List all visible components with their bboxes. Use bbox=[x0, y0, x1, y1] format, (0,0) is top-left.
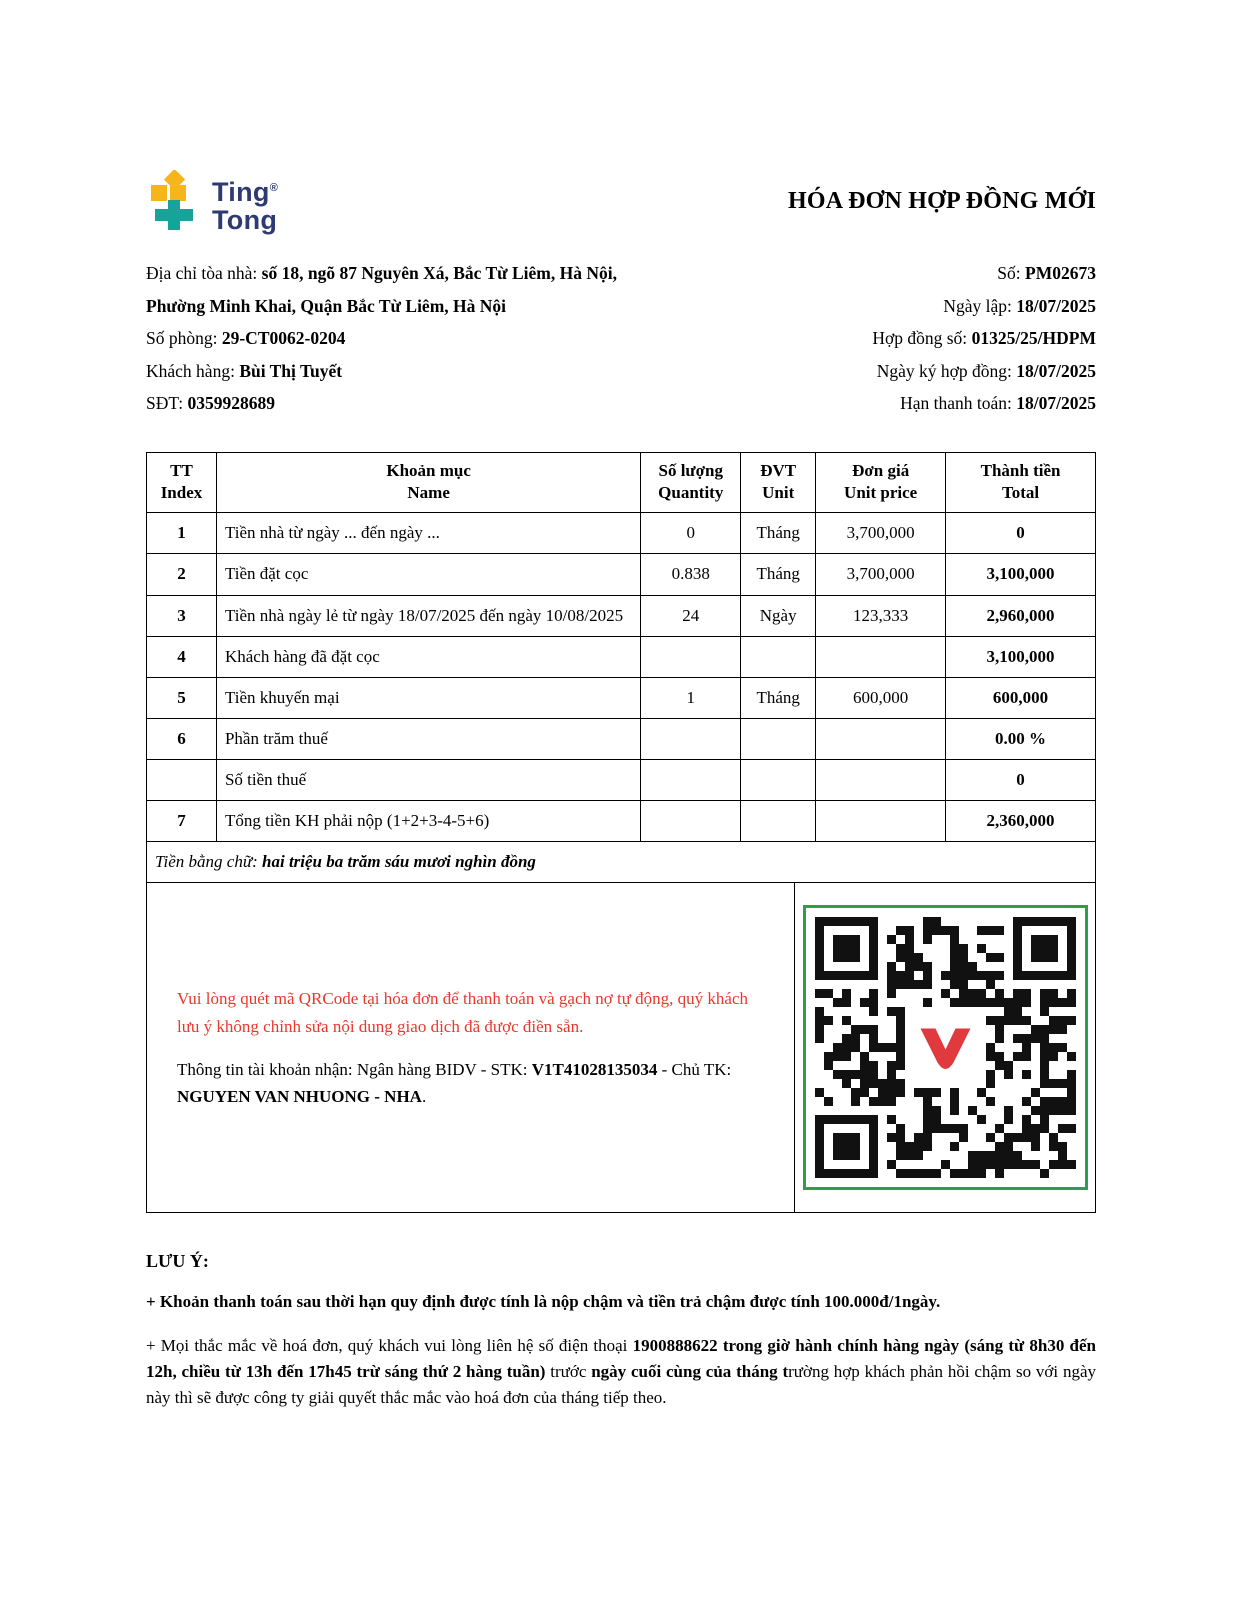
invoice-number-label: Số: bbox=[997, 263, 1021, 283]
account-suffix: . bbox=[421, 1086, 427, 1106]
sign-date-line bbox=[872, 361, 1096, 381]
cell-index: 6 bbox=[147, 718, 217, 759]
cell-index: 1 bbox=[147, 513, 217, 554]
tingtong-logo-icon bbox=[146, 170, 202, 237]
customer-name-line bbox=[146, 361, 617, 381]
cell-quantity bbox=[641, 718, 741, 759]
note-support-part1: + Mọi thắc mắc về hoá đơn, quý khách vui lòng liên hệ số điện thoại bbox=[146, 1335, 633, 1355]
header-unit: ĐVT Unit bbox=[741, 452, 816, 513]
cell-name: Tiền khuyến mại bbox=[216, 677, 640, 718]
tingtong-logo bbox=[146, 170, 278, 237]
payment-instructions bbox=[147, 883, 795, 1212]
cell-index bbox=[147, 759, 217, 800]
header-unit-price: Đơn giá Unit price bbox=[816, 452, 946, 513]
note-support-part3: rường hợp khách phản hồi chậm so với ngày này thì sẽ được công ty giải quyết thắc mắc vào hoá đơn của tháng tiếp theo. bbox=[146, 1361, 1096, 1408]
cell-total: 3,100,000 bbox=[946, 636, 1096, 677]
cell-name: Tiền nhà ngày lẻ từ ngày 18/07/2025 đến ngày 10/08/2025 bbox=[216, 595, 640, 636]
qr-pattern-svg bbox=[815, 917, 1076, 1178]
cell-unit-price bbox=[816, 801, 946, 842]
amount-in-words-row bbox=[147, 842, 1096, 883]
cell-quantity bbox=[641, 759, 741, 800]
account-prefix: Thông tin tài khoản nhận: Ngân hàng BIDV - STK: bbox=[177, 1059, 532, 1079]
cell-index: 5 bbox=[147, 677, 217, 718]
invoice-number-value: PM02673 bbox=[1025, 263, 1096, 283]
note-support-part2: trước bbox=[545, 1361, 592, 1381]
contract-number-value: 01325/25/HDPM bbox=[971, 328, 1096, 348]
phone-value: 0359928689 bbox=[187, 393, 275, 413]
qr-code bbox=[803, 905, 1088, 1190]
cell-unit-price bbox=[816, 718, 946, 759]
cell-unit bbox=[741, 759, 816, 800]
table-header bbox=[147, 452, 1096, 513]
cell-name: Khách hàng đã đặt cọc bbox=[216, 636, 640, 677]
bank-account-info bbox=[177, 1056, 764, 1110]
cell-total: 0 bbox=[946, 513, 1096, 554]
cell-index: 3 bbox=[147, 595, 217, 636]
header-total: Thành tiền Total bbox=[946, 452, 1096, 513]
cell-quantity: 0 bbox=[641, 513, 741, 554]
customer-value: Bùi Thị Tuyết bbox=[239, 360, 343, 381]
account-holder: NGUYEN VAN NHUONG - NHA bbox=[177, 1086, 422, 1106]
logo-word-2: Tong bbox=[212, 204, 278, 235]
cell-unit-price: 3,700,000 bbox=[816, 513, 946, 554]
cell-unit-price bbox=[816, 636, 946, 677]
table-row bbox=[147, 554, 1096, 595]
cell-unit-price bbox=[816, 759, 946, 800]
cell-unit bbox=[741, 801, 816, 842]
address-value-line2: Phường Minh Khai, Quận Bắc Từ Liêm, Hà Nội bbox=[146, 295, 507, 316]
contract-number-line bbox=[872, 328, 1096, 348]
sign-date-value: 18/07/2025 bbox=[1016, 360, 1096, 381]
note-late-payment: + Khoản thanh toán sau thời hạn quy định được tính là nộp chậm và tiền trả chậm được tính 100.000đ/1ngày. bbox=[146, 1292, 941, 1312]
cell-quantity: 1 bbox=[641, 677, 741, 718]
building-address-line bbox=[146, 263, 617, 283]
amount-in-words-value: hai triệu ba trăm sáu mươi nghìn đồng bbox=[262, 852, 536, 872]
cell-total: 0.00 % bbox=[946, 718, 1096, 759]
room-number-line bbox=[146, 328, 617, 348]
contract-number-label: Hợp đồng số: bbox=[872, 328, 968, 348]
cell-total: 2,360,000 bbox=[946, 801, 1096, 842]
cell-unit: Tháng bbox=[741, 513, 816, 554]
cell-unit: Tháng bbox=[741, 554, 816, 595]
cell-unit: Tháng bbox=[741, 677, 816, 718]
cell-name: Tiền nhà từ ngày ... đến ngày ... bbox=[216, 513, 640, 554]
header bbox=[146, 170, 1096, 237]
table-row bbox=[147, 595, 1096, 636]
account-mid: - Chủ TK: bbox=[657, 1059, 732, 1079]
note-support-hotline: 1900888622 trong giờ hành chính hàng ngày (sáng từ 8h30 đến 12h, chiều từ 13h đến 17h45 trừ sáng thứ 2 hàng tuần) bbox=[146, 1335, 1097, 1381]
issue-date-line bbox=[872, 296, 1096, 316]
room-value: 29-CT0062-0204 bbox=[221, 328, 346, 348]
cell-name: Phần trăm thuế bbox=[216, 718, 640, 759]
table-row bbox=[147, 513, 1096, 554]
qr-code-area bbox=[795, 883, 1095, 1212]
cell-total: 0 bbox=[946, 759, 1096, 800]
invoice-meta bbox=[872, 263, 1096, 426]
building-address-line2 bbox=[146, 296, 617, 316]
table-row bbox=[147, 677, 1096, 718]
invoice-number-line bbox=[872, 263, 1096, 283]
cell-unit-price: 123,333 bbox=[816, 595, 946, 636]
account-number: V1T41028135034 bbox=[531, 1059, 658, 1079]
cell-unit bbox=[741, 636, 816, 677]
table-row bbox=[147, 718, 1096, 759]
due-date-label: Hạn thanh toán: bbox=[900, 393, 1012, 413]
footer-notes bbox=[146, 1251, 1096, 1411]
cell-unit-price: 3,700,000 bbox=[816, 554, 946, 595]
cell-quantity bbox=[641, 801, 741, 842]
cell-index: 7 bbox=[147, 801, 217, 842]
qr-warning-text: Vui lòng quét mã QRCode tại hóa đơn để thanh toán và gạch nợ tự động, quý khách lưu ý không chỉnh sửa nội dung giao dịch đã được điền sẵn. bbox=[177, 989, 749, 1036]
header-index: TT Index bbox=[147, 452, 217, 513]
logo-word-1: Ting® bbox=[212, 176, 279, 207]
cell-quantity: 24 bbox=[641, 595, 741, 636]
customer-label: Khách hàng: bbox=[146, 360, 235, 381]
header-name: Khoản mục Name bbox=[216, 452, 640, 513]
amount-in-words-label: Tiền bằng chữ: bbox=[155, 852, 258, 872]
table-row bbox=[147, 801, 1096, 842]
phone-label: SĐT: bbox=[146, 393, 184, 413]
cell-total: 600,000 bbox=[946, 677, 1096, 718]
address-label: Địa chỉ tòa nhà: bbox=[146, 263, 258, 283]
room-label: Số phòng: bbox=[146, 328, 218, 348]
cell-unit bbox=[741, 718, 816, 759]
table-row bbox=[147, 759, 1096, 800]
notes-title: LƯU Ý: bbox=[146, 1251, 209, 1272]
due-date-value: 18/07/2025 bbox=[1016, 393, 1096, 413]
sign-date-label: Ngày ký hợp đồng: bbox=[876, 360, 1012, 381]
issue-date-label: Ngày lập: bbox=[943, 295, 1012, 316]
invoice-title: HÓA ĐƠN HỢP ĐỒNG MỚI bbox=[787, 188, 1096, 214]
table-row bbox=[147, 636, 1096, 677]
cell-quantity: 0.838 bbox=[641, 554, 741, 595]
payment-section bbox=[146, 883, 1096, 1213]
invoice-info bbox=[146, 263, 1096, 426]
note-support bbox=[146, 1333, 1096, 1412]
cell-unit-price: 600,000 bbox=[816, 677, 946, 718]
registered-mark: ® bbox=[269, 181, 279, 194]
address-value-line1: số 18, ngõ 87 Nguyên Xá, Bắc Từ Liêm, Hà Nội, bbox=[261, 263, 617, 283]
cell-unit: Ngày bbox=[741, 595, 816, 636]
amount-in-words bbox=[147, 842, 1096, 883]
cell-name: Số tiền thuế bbox=[216, 759, 640, 800]
cell-index: 4 bbox=[147, 636, 217, 677]
due-date-line bbox=[872, 393, 1096, 413]
customer-info bbox=[146, 263, 617, 426]
invoice-items-table bbox=[146, 452, 1096, 884]
note-support-deadline: ngày cuối cùng của tháng t bbox=[591, 1361, 789, 1381]
issue-date-value: 18/07/2025 bbox=[1016, 295, 1096, 316]
cell-name: Tiền đặt cọc bbox=[216, 554, 640, 595]
cell-total: 2,960,000 bbox=[946, 595, 1096, 636]
cell-index: 2 bbox=[147, 554, 217, 595]
tingtong-logo-text bbox=[212, 174, 278, 234]
header-quantity: Số lượng Quantity bbox=[641, 452, 741, 513]
cell-total: 3,100,000 bbox=[946, 554, 1096, 595]
cell-name: Tổng tiền KH phải nộp (1+2+3-4-5+6) bbox=[216, 801, 640, 842]
cell-quantity bbox=[641, 636, 741, 677]
phone-line bbox=[146, 393, 617, 413]
